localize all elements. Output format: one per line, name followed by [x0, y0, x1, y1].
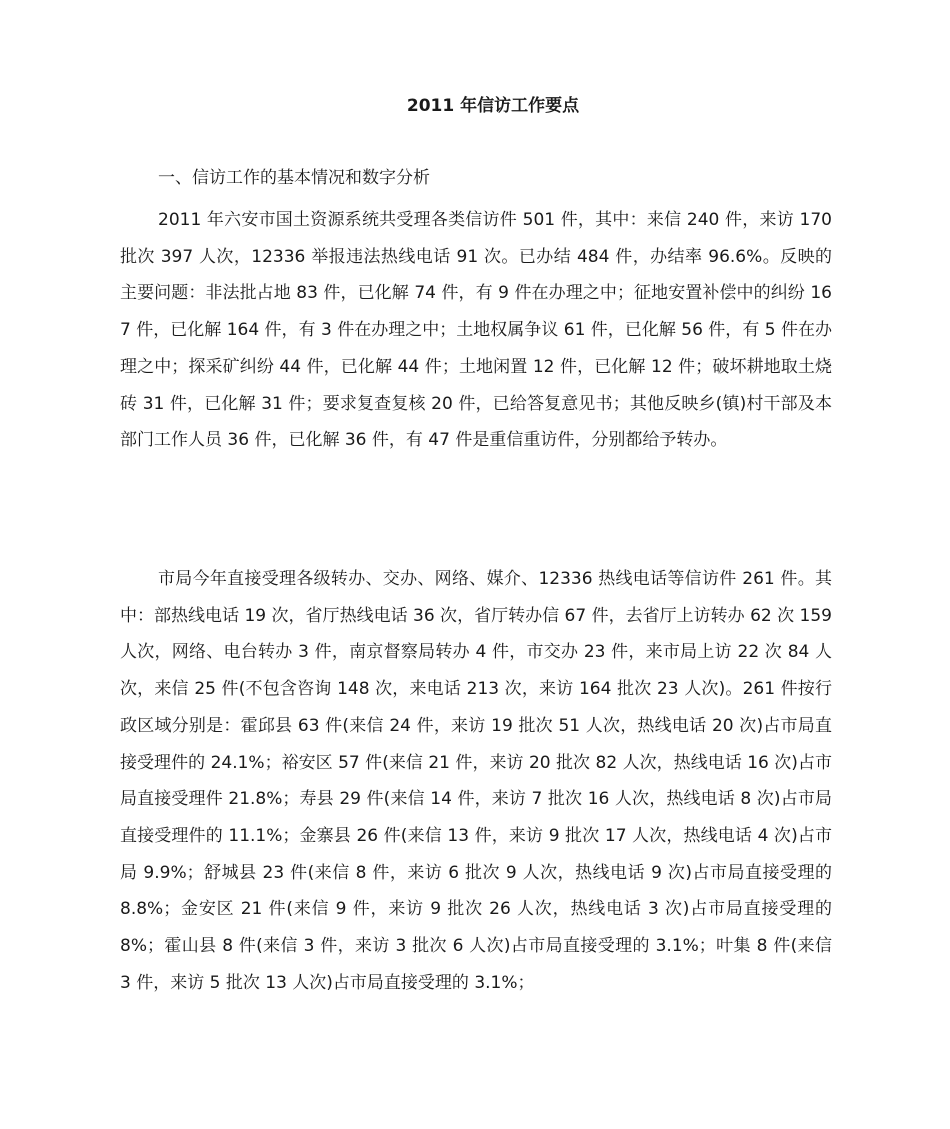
paragraph-overview: 2011 年六安市国土资源系统共受理各类信访件 501 件，其中：来信 240 件，来访 170 批次 397 人次，12336 举报违法热线电话 91 次。已办结 484 件，办结率 96.6%。反映的主要问题：非法批占地 83 件，已化解 74 件，有 9 件在办理之中；征地安置补偿中的纠纷 167 件，已化解 164 件，有 3 件在办理之中；土地权属争议 61 件，已化解 56 件，有 5 件在办理之中；探采矿纠纷 44 件，已化解 44 件；土地闲置 12 件，已化解 12 件；破坏耕地取土烧砖 31 件，已化解 31 件；要求复查复核 20 件，已给答复意见书；其他反映乡(镇)村干部及本部门工作人员 36 件，已化解 36 件，有 47 件是重信重访件，分别都给予转办。 [120, 210, 832, 451]
section-heading: 一、信访工作的基本情况和数字分析 [158, 168, 430, 188]
paragraph-city-bureau: 市局今年直接受理各级转办、交办、网络、媒介、12336 热线电话等信访件 261 件。其中：部热线电话 19 次，省厅热线电话 36 次，省厅转办信 67 件，去省厅上访转办 62 次 159 人次，网络、电台转办 3 件，南京督察局转办 4 件，市交办 23 件，来市局上访 22 次 84 人次，来信 25 件(不包含咨询 148 次，来电话 213 次，来访 164 批次 23 人次)。261 件按行政区域分别是：霍邱县 63 件(来信 24 件，来访 19 批次 51 人次，热线电话 20 次)占市局直接受理件的 24.1%；裕安区 57 件(来信 21 件，来访 20 批次 82 人次，热线电话 16 次)占市局直接受理件 21.8%；寿县 29 件(来信 14 件，来访 7 批次 16 人次，热线电话 8 次)占市局直接受理件的 11.1%；金寨县 26 件(来信 13 件，来访 9 批次 17 人次，热线电话 4 次)占市局 9.9%；舒城县 23 件(来信 8 件，来访 6 批次 9 人次，热线电话 9 次)占市局直接受理的 8.8%；金安区 21 件(来信 9 件，来访 9 批次 26 人次，热线电话 3 次)占市局直接受理的 8%；霍山县 8 件(来信 3 件，来访 3 批次 6 人次)占市局直接受理的 3.1%；叶集 8 件(来信 3 件，来访 5 批次 13 人次)占市局直接受理的 3.1%； [120, 569, 832, 993]
document-title: 2011 年信访工作要点 [406, 96, 580, 116]
